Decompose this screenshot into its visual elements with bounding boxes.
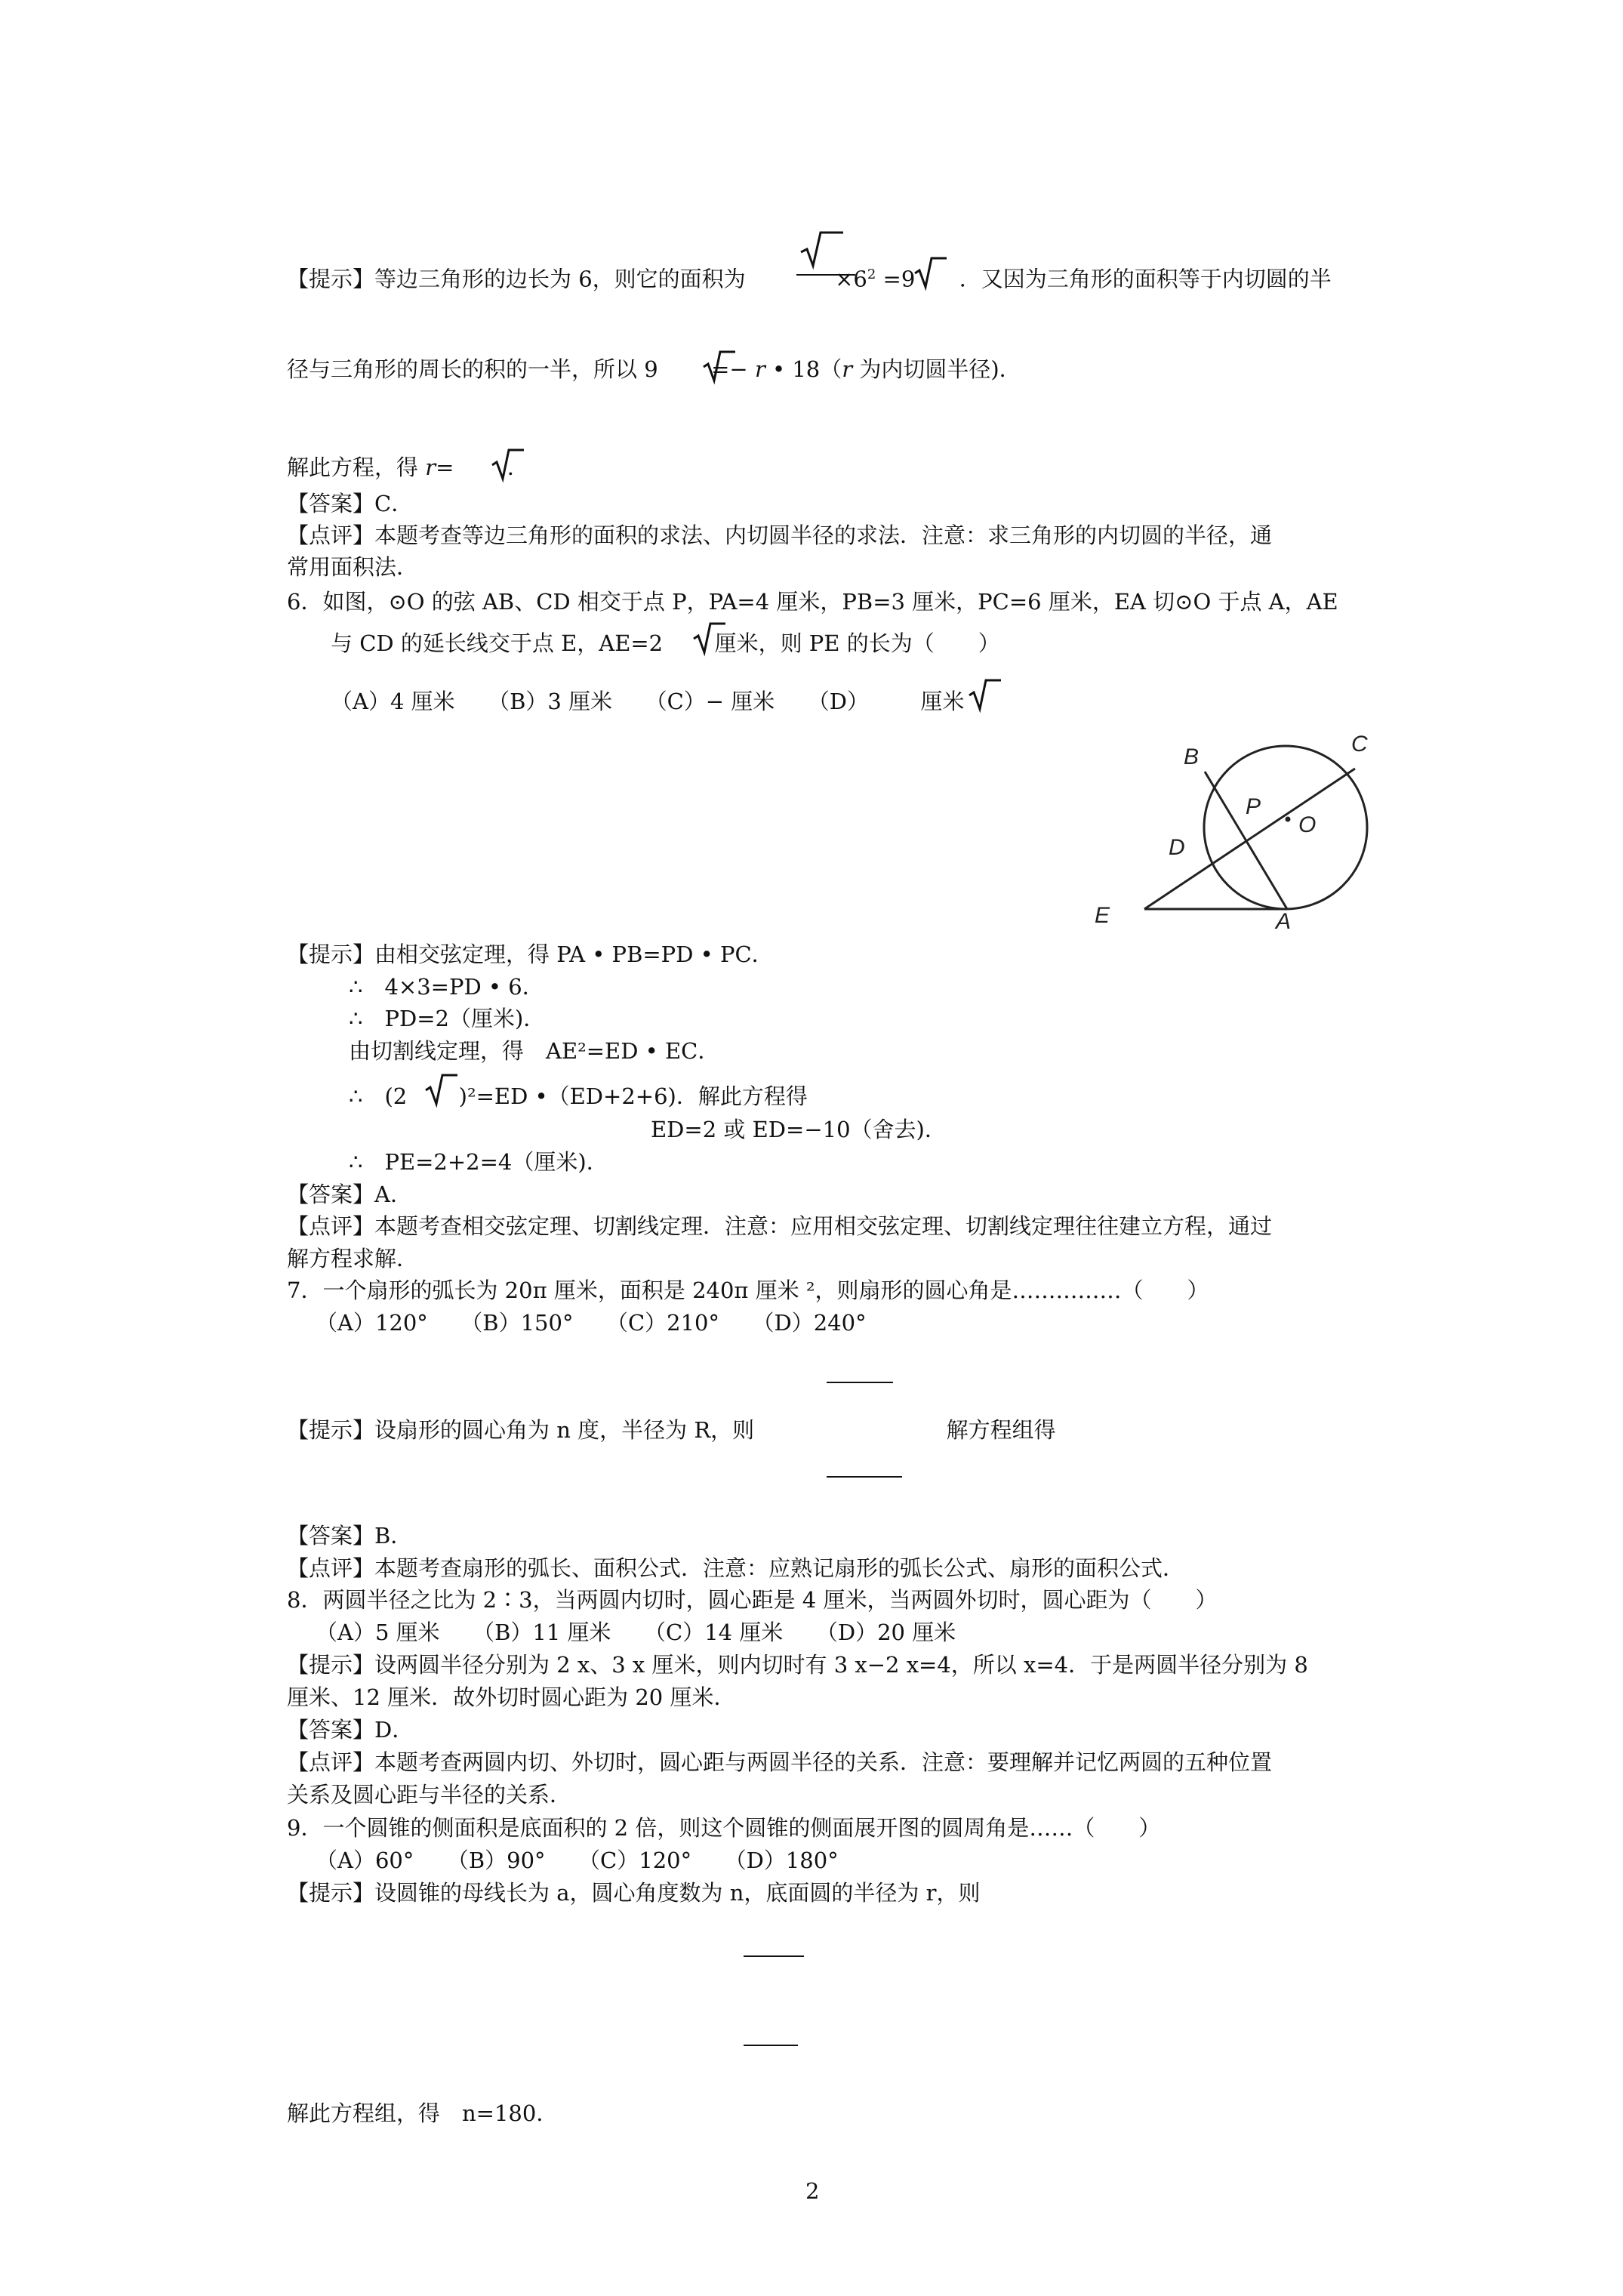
question-6-options-b: 厘米 <box>920 689 965 714</box>
question-6-options <box>331 687 965 716</box>
question-9-line-1: 9．一个圆锥的侧面积是底面积的 2 倍，则这个圆锥的侧面展开图的圆周角是……（ ） <box>287 1815 1161 1841</box>
comment-5-line-2: 常用面积法． <box>287 554 419 580</box>
question-7-line-1: 7．一个扇形的弧长为 20π 厘米，面积是 240π 厘米 ²，则扇形的圆心角是……………（ ） <box>287 1277 1209 1303</box>
hint-5-text-2a: 径与三角形的周长的积的一半，所以 9 <box>287 356 658 382</box>
hint-6-line-7: ∴ PE=2+2=4（厘米)． <box>349 1149 608 1175</box>
hint-8-line-1: 【提示】设两圆半径分别为 2 x、3 x 厘米，则内切时有 3 x−2 x=4，所以 x=4．于是两圆半径分别为 8 <box>287 1652 1308 1678</box>
hint-6-line-4: 由切割线定理，得 AE²=ED • EC． <box>349 1038 720 1064</box>
question-8-options: （A）5 厘米 （B）11 厘米 （C）14 厘米 （D）20 厘米 <box>316 1620 956 1645</box>
hint-5-exponent: 2 <box>867 267 876 282</box>
hint-5-fraction-sqrt-icon <box>796 227 857 287</box>
question-9-options: （A）60° （B）90° （C）120° （D）180° <box>316 1848 839 1873</box>
hint-5-line-2 <box>287 355 1021 384</box>
hint-5-var-r2: r <box>842 356 853 382</box>
answer-8: 【答案】D． <box>287 1717 414 1743</box>
comment-6-line-2: 解方程求解． <box>287 1246 419 1271</box>
hint-8-line-2: 厘米、12 厘米．故外切时圆心距为 20 厘米． <box>287 1684 736 1710</box>
question-6-text-a: 与 CD 的延长线交于点 E，AE=2 <box>331 630 664 656</box>
hint-6-text-5a: ∴ (2 <box>349 1083 408 1109</box>
label-d: D <box>1169 835 1185 860</box>
question-6-option-d-sqrt-icon <box>966 676 1004 713</box>
hint-5-text-3d: ． <box>507 455 529 480</box>
answer-7: 【答案】B． <box>287 1523 413 1549</box>
hint-5-text-e: ．又因为三角形的面积等于内切圆的半 <box>959 266 1332 292</box>
hint-9-fraction-bar-1 <box>744 1955 804 1957</box>
question-6-text-b: 厘米，则 PE 的长为（ ） <box>714 630 1000 656</box>
label-p: P <box>1246 794 1261 819</box>
label-e: E <box>1095 903 1110 928</box>
question-6-sqrt-icon <box>691 619 728 657</box>
label-o: O <box>1298 812 1317 837</box>
answer-6: 【答案】A． <box>287 1182 412 1207</box>
circle-o <box>1204 746 1367 909</box>
question-8-line-1: 8．两圆半径之比为 2∶3，当两圆内切时，圆心距是 4 厘米，当两圆外切时，圆心距为（ ） <box>287 1587 1218 1613</box>
hint-6-line-1: 【提示】由相交弦定理，得 PA • PB=PD • PC． <box>287 942 774 967</box>
hint-5-text-2b: =− <box>711 356 748 382</box>
hint-6-line-3: ∴ PD=2（厘米)． <box>349 1006 546 1031</box>
hint-5-sqrt-icon-1 <box>912 254 950 291</box>
question-6-options-a: （A）4 厘米 （B）3 厘米 （C）− 厘米 （D） <box>331 689 870 714</box>
hint-7-text-a: 【提示】设扇形的圆心角为 n 度，半径为 R，则 <box>287 1417 755 1443</box>
hint-5-var-r3: r <box>425 455 436 480</box>
hint-7-fraction-bar-1 <box>827 1382 893 1383</box>
hint-5-text-b: ×6 <box>835 266 867 292</box>
hint-9-line-1: 【提示】设圆锥的母线长为 a，圆心角度数为 n，底面圆的半径为 r，则 <box>287 1880 981 1906</box>
hint-5-text-2f: 为内切圆半径)． <box>852 356 1021 382</box>
hint-5-sqrt-icon-2 <box>701 347 738 385</box>
label-b: B <box>1184 744 1200 769</box>
circle-figure <box>1095 725 1381 936</box>
hint-5-text-2d: • 18（ <box>772 356 842 382</box>
question-6-line-2 <box>331 629 1000 658</box>
comment-6-line-1: 【点评】本题考查相交弦定理、切割线定理．注意：应用相交弦定理、切割线定理往往建立方程，通过 <box>287 1213 1273 1239</box>
hint-5-text-a: 【提示】等边三角形的边长为 6，则它的面积为 <box>287 266 746 292</box>
hint-5-text-d: =9 <box>882 266 916 292</box>
hint-6-text-5b: )²=ED •（ED+2+6)．解此方程得 <box>458 1083 808 1109</box>
comment-8-line-2: 关系及圆心距与半径的关系． <box>287 1782 572 1808</box>
hint-6-line-6: ED=2 或 ED=−10（舍去)． <box>651 1117 947 1142</box>
label-c: C <box>1351 732 1368 757</box>
question-7-options: （A）120° （B）150° （C）210° （D）240° <box>316 1310 867 1336</box>
question-6-line-1: 6．如图，⊙O 的弦 AB、CD 相交于点 P，PA=4 厘米，PB=3 厘米，PC=6 厘米，EA 切⊙O 于点 A，AE <box>287 589 1338 615</box>
hint-5-text-3a: 解此方程，得 <box>287 455 426 480</box>
hint-5-sqrt-icon-3 <box>489 445 527 483</box>
center-point-o <box>1286 817 1291 822</box>
hint-9-line-2: 解此方程组，得 n=180． <box>287 2100 559 2126</box>
hint-5-text-3c: = <box>436 455 454 480</box>
hint-6-line-5 <box>349 1082 808 1111</box>
hint-5-var-r: r <box>754 356 765 382</box>
hint-9-fraction-bar-2 <box>744 2045 798 2046</box>
hint-7-line <box>287 1416 1056 1444</box>
hint-6-sqrt-icon <box>423 1071 460 1108</box>
hint-7-text-b: 解方程组得 <box>946 1417 1056 1443</box>
hint-6-line-2: ∴ 4×3=PD • 6． <box>349 974 544 1000</box>
hint-7-fraction-bar-2 <box>827 1476 902 1478</box>
label-a: A <box>1276 909 1292 934</box>
answer-5: 【答案】C． <box>287 491 414 516</box>
page-number: 2 <box>805 2178 820 2204</box>
comment-5-line-1: 【点评】本题考查等边三角形的面积的求法、内切圆半径的求法．注意：求三角形的内切圆的半径，通 <box>287 522 1273 548</box>
comment-8-line-1: 【点评】本题考查两圆内切、外切时，圆心距与两圆半径的关系．注意：要理解并记忆两圆的五种位置 <box>287 1749 1273 1775</box>
comment-7: 【点评】本题考查扇形的弧长、面积公式．注意：应熟记扇形的弧长公式、扇形的面积公式． <box>287 1555 1185 1581</box>
